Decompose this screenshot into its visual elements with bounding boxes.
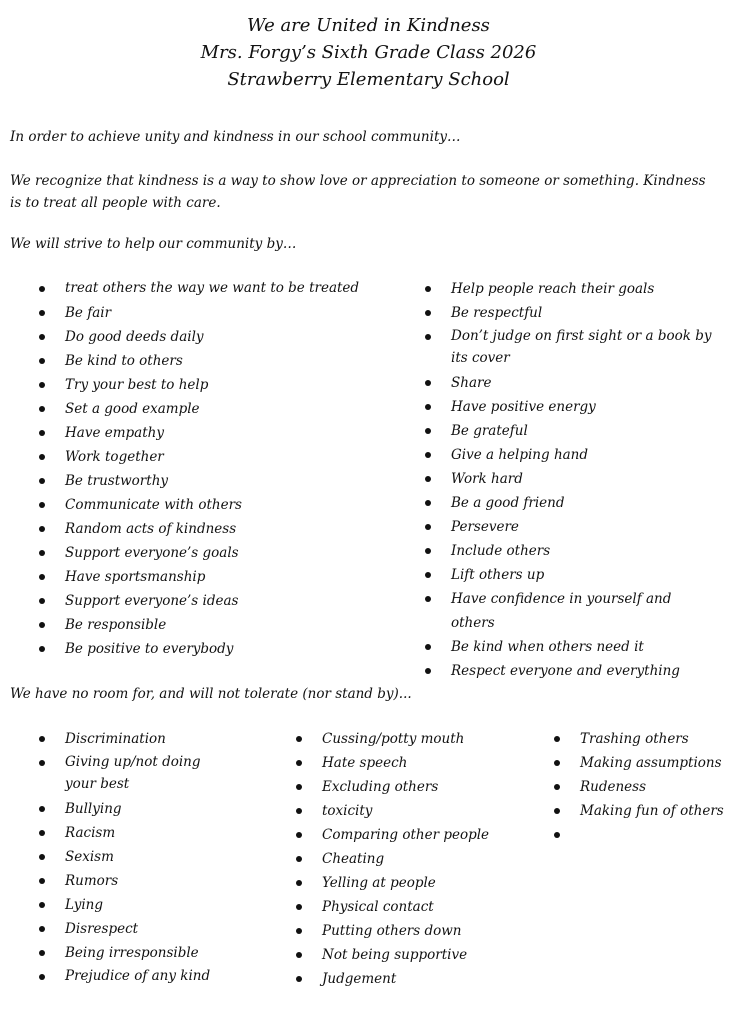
list-item: Yelling at people bbox=[267, 871, 517, 895]
list-item: Not being supportive bbox=[267, 943, 517, 967]
list-item: Have confidence in yourself and others bbox=[396, 587, 716, 635]
list-item: Be trustworthy bbox=[10, 469, 370, 493]
strive-list-right bbox=[396, 277, 716, 683]
list-item: Judgement bbox=[267, 967, 517, 991]
list-item: Be positive to everybody bbox=[10, 637, 370, 661]
list-item: Putting others down bbox=[267, 919, 517, 943]
list-item: Respect everyone and everything bbox=[396, 659, 716, 683]
list-item: Have empathy bbox=[10, 421, 370, 445]
list-item: Do good deeds daily bbox=[10, 325, 370, 349]
list-item: Help people reach their goals bbox=[396, 277, 716, 301]
list-item: Be respectful bbox=[396, 301, 716, 325]
list-item: Sexism bbox=[10, 845, 230, 869]
list-item: Set a good example bbox=[10, 397, 370, 421]
list-item: Rudeness bbox=[525, 775, 735, 799]
list-item: Discrimination bbox=[10, 727, 230, 751]
title: We are United in Kindness bbox=[247, 15, 490, 36]
list-item: toxicity bbox=[267, 799, 517, 823]
list-item: Work hard bbox=[396, 467, 716, 491]
list-item: Work together bbox=[10, 445, 370, 469]
list-item: Have positive energy bbox=[396, 395, 716, 419]
list-item: Racism bbox=[10, 821, 230, 845]
list-item: Have sportsmanship bbox=[10, 565, 370, 589]
list-item: Lying bbox=[10, 893, 230, 917]
list-item: Be grateful bbox=[396, 419, 716, 443]
list-item: Communicate with others bbox=[10, 493, 370, 517]
list-item: Cussing/potty mouth bbox=[267, 727, 517, 751]
document-header bbox=[0, 12, 737, 93]
list-item: Be fair bbox=[10, 301, 370, 325]
list-item: Persevere bbox=[396, 515, 716, 539]
school-name: Strawberry Elementary School bbox=[227, 69, 510, 90]
list-item: Share bbox=[396, 371, 716, 395]
intro-paragraph: In order to achieve unity and kindness in our school community… bbox=[10, 129, 461, 145]
list-item: Support everyone’s ideas bbox=[10, 589, 370, 613]
list-item: Be kind when others need it bbox=[396, 635, 716, 659]
list-item: Give a helping hand bbox=[396, 443, 716, 467]
list-item: Don’t judge on first sight or a book by its cover bbox=[396, 325, 716, 369]
list-item: Be kind to others bbox=[10, 349, 370, 373]
list-item: Try your best to help bbox=[10, 373, 370, 397]
list-item: Comparing other people bbox=[267, 823, 517, 847]
tolerate-list-col3 bbox=[525, 727, 735, 823]
list-item: Making fun of others bbox=[525, 799, 735, 823]
list-item: Cheating bbox=[267, 847, 517, 871]
list-item: Making assumptions bbox=[525, 751, 735, 775]
tolerate-list-col2 bbox=[267, 727, 517, 991]
list-item: treat others the way we want to be treated bbox=[10, 277, 370, 299]
strive-paragraph: We will strive to help our community by… bbox=[10, 236, 297, 252]
strive-list-left bbox=[10, 277, 370, 661]
list-item: Lift others up bbox=[396, 563, 716, 587]
list-item: Be responsible bbox=[10, 613, 370, 637]
list-item: Random acts of kindness bbox=[10, 517, 370, 541]
list-item: Giving up/not doing your best bbox=[10, 751, 230, 795]
list-item: Bullying bbox=[10, 797, 230, 821]
list-item: Rumors bbox=[10, 869, 230, 893]
list-item: Being irresponsible bbox=[10, 941, 230, 965]
list-item: Support everyone’s goals bbox=[10, 541, 370, 565]
list-item: Be a good friend bbox=[396, 491, 716, 515]
list-item: Hate speech bbox=[267, 751, 517, 775]
list-item: Excluding others bbox=[267, 775, 517, 799]
recognize-paragraph: We recognize that kindness is a way to show love or appreciation to someone or something. Kindness is to treat all people with care. bbox=[10, 173, 706, 211]
list-item: Prejudice of any kind bbox=[10, 965, 230, 987]
list-item: Include others bbox=[396, 539, 716, 563]
list-item: Trashing others bbox=[525, 727, 735, 751]
tolerate-paragraph: We have no room for, and will not tolerate (nor stand by)... bbox=[10, 686, 412, 702]
tolerate-list-col1 bbox=[10, 727, 230, 989]
class-name: Mrs. Forgy’s Sixth Grade Class 2026 bbox=[200, 42, 537, 63]
list-item: Physical contact bbox=[267, 895, 517, 919]
list-item: Disrespect bbox=[10, 917, 230, 941]
